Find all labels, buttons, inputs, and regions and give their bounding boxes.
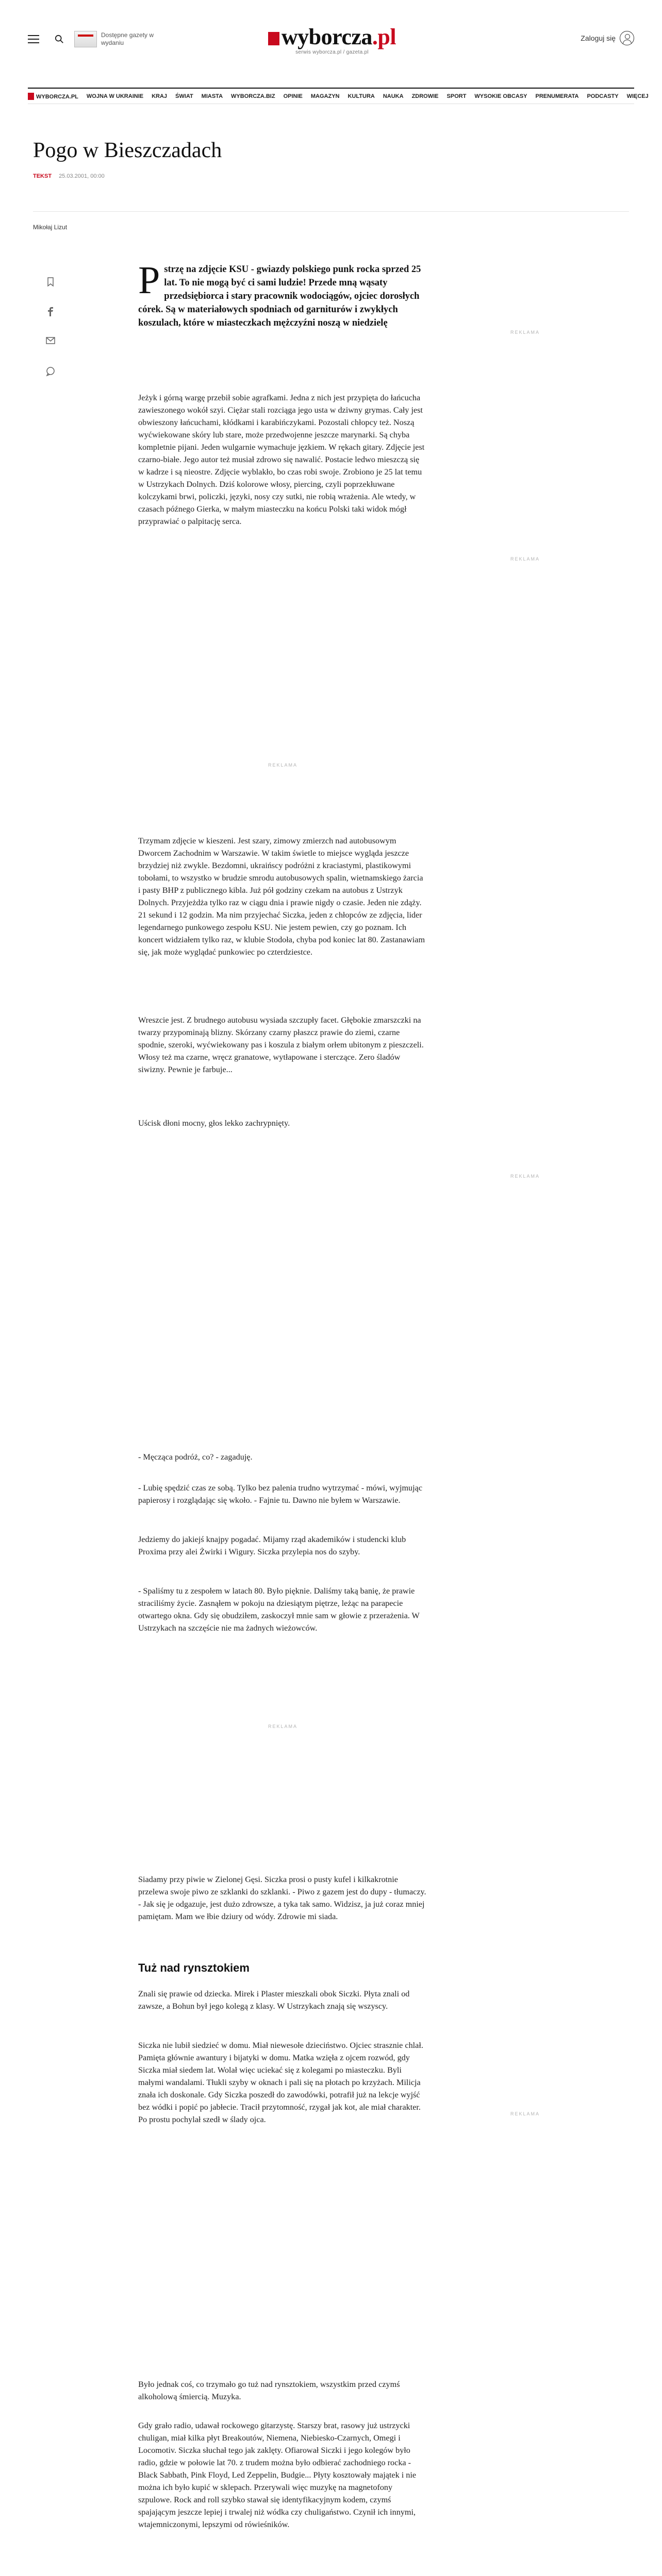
article-paragraph: Jedziemy do jakiejś knajpy pogadać. Mijamy rząd akademików i studencki klub Proxima przy alei Żwirki i Wigury. Siczka przylepia nos do szyby. [138,1535,406,1556]
share-bar [45,277,58,397]
article-subheading: Tuż nad rynsztokiem [138,1961,250,1974]
login-label: Zaloguj się [581,34,616,42]
site-logo[interactable] [255,26,409,55]
newspaper-promo[interactable] [74,31,168,47]
article-paragraph: Uścisk dłoni mocny, głos lekko zachrypnięty. [138,1118,290,1128]
menu-icon[interactable] [28,35,39,43]
article-lead [138,259,427,330]
ad-label: REKLAMA [510,2111,540,2116]
comments-icon[interactable] [45,367,56,377]
user-icon [620,31,634,45]
logo-text: wyborcza [281,24,372,49]
article-paragraph: Siczka nie lubił siedzieć w domu. Miał niewesołe dzieciństwo. Ojciec strasznie chlał. Pamięta głównie awantury i bijatyki w domu. Matka wzięła z ojcem rozwód, gdy Siczka miał siedem lat. Wolał więc uciekać się z kolegami po miasteczku. Byli małymi wandalami. Tłukli szyby w oknach i pali się na płotach po krzyżach. Milicja znała ich doskonale. Gdy Siczka poszedł do zawodówki, potrafił już na lekcje wyjść bez wódki i popić po jabłecie. Tracił przytomność, rzygał jak kot, ale miał charakter. Po prostu pochylał szedł w ślady ojca. [138,2041,423,2124]
logo-tld: .pl [372,24,396,49]
nav-item-home[interactable] [28,93,78,100]
article-date: 25.03.2001, 00:00 [59,173,105,179]
promo-text: Dostępne gazety w wydaniu [101,31,154,46]
nav-item-ukraine[interactable]: WOJNA W UKRAINIE [86,93,144,99]
login-button[interactable] [581,31,634,45]
nav-item-more[interactable]: WIĘCEJ [626,93,649,99]
article-title: Pogo w Bieszczadach [33,139,222,162]
article-paragraph: Gdy grało radio, udawał rockowego gitarzystę. Starszy brat, rasowy już ustrzycki chuligan, miał kilka płyt Breakoutów, Niemena, Niebiesko-Czarnych, Omegi i Locomotiv. Siczka słuchał tego jak zaklęty. Ofiarował Siczki i jego kolegów było radio, gdzie w połowie lat 70. z trudem można było odbierać zachodniego rocka - Black Sabbath, Pink Floyd, Led Zeppelin, Budgie... Płyty kosztowały majątek i nie można ich było kupić w sklepach. Przerywali więc muzykę na magnetofony szpulowe. Rock and roll szybko stawał się identyfikacyjnym kodem, czymś spajającym jeszcze lepiej i trwalej niż wódka czy chuligaństwo. Czynił ich innymi, wtajemniczonymi, lepszymi od rówieśników. [138,2421,417,2529]
article-meta [33,173,105,179]
article-paragraph: - Spaliśmy tu z zespołem w latach 80. Było pięknie. Daliśmy taką banię, że prawie straciliśmy życie. Zasnąłem w pokoju na dziesiątym piętrze, leżąc na parapecie otwartego okna. Gdy się obudziłem, zaskoczył mnie sam w głowie z przerażenia. W Ustrzykach na szczęście nie ma żadnych wieżowców. [138,1586,420,1633]
nav-label: WYBORCZA.PL [36,93,78,100]
article-category[interactable]: TEKST [33,173,52,179]
nav-logo-icon [28,93,34,100]
article-paragraph: Siadamy przy piwie w Zielonej Gęsi. Siczka prosi o pusty kufel i kilkakrotnie przelewa swoje piwo ze szklanki do szklanki. - Piwo z gazem jest do dupy - tłumaczy. - Jak się je odgazuje, jest dużo zdrowsze, a tyka tak samo. Widzisz, ja już coraz mniej pamiętam. Mam we łbie dziury od wódy. Zdrowie mi siada. [138,1875,426,1921]
logo-mark-icon [268,32,279,45]
nav-item-culture[interactable]: KULTURA [347,93,375,99]
nav-item-country[interactable]: KRAJ [152,93,168,99]
article-paragraph: - Męcząca podróż, co? - zagaduję. [138,1452,253,1462]
bookmark-icon[interactable] [45,277,56,287]
nav-item-biz[interactable]: WYBORCZA.BIZ [231,93,275,99]
article-paragraph: Wreszcie jest. Z brudnego autobusu wysiada szczupły facet. Głębokie zmarszczki na twarzy przypominają blizny. Skórzany czarny płaszcz prawie do ziemi, czarne spodnie, szeroki, wyćwiekowany pas i koszula z białym orłem ubitonym z pieszczeli. Włosy też ma czarne, wręcz granatowe, wytłapowane i sterczące. Zero śladów siwizny. Pewnie je farbuje... [138,1015,424,1074]
ad-label: REKLAMA [510,556,540,562]
email-icon[interactable] [45,337,56,347]
nav-item-high-heels[interactable]: WYSOKIE OBCASY [474,93,527,99]
main-nav [28,88,649,104]
facebook-icon[interactable] [45,307,56,317]
ad-label: REKLAMA [510,1174,540,1179]
search-icon[interactable] [55,35,64,44]
nav-item-science[interactable]: NAUKA [383,93,404,99]
logo-subtitle: serwis wyborcza.pl / gazeta.pl [295,49,369,55]
site-header [0,0,662,77]
article-paragraph: Było jednak coś, co trzymało go tuż nad rynsztokiem, wszystkim przed czymś alkoholową śmiercią. Muzyka. [138,2380,400,2401]
article-paragraph: Trzymam zdjęcie w kieszeni. Jest szary, zimowy zmierzch nad autobusowym Dworcem Zachodnim w Warszawie. W takim świetle to miejsce wygląda jeszcze brzydziej niż zwykle. Bezdomni, ukraińscy podróżni z kraciastymi, plastikowymi tobołami, to wszystko w brudzie smrodu autobusowych spalin, wietnamskiego żarcia i pasty BHP z publicznego kibla. Już pół godziny czekam na autobus z Ustrzyk Dolnych. Przyjeżdża tylko raz w ciągu dnia i prawie nigdy o czasie. Jeden nie zdąży. 21 sekund i 12 godzin. Ma nim przyjechać Siczka, jeden z chłopców ze zdjęcia, lider legendarnego punkowego zespołu KSU. Nie jestem pewien, czy go poznam. Ich koncert widziałem tylko raz, w klubie Stodoła, chyba pod koniec lat 80. Zastanawiam się, jak może wyglądać punkowiec po czterdziestce. [138,836,425,957]
nav-item-podcasts[interactable]: PODCASTY [587,93,619,99]
article-paragraph: - Lubię spędzić czas ze sobą. Tylko bez palenia trudno wytrzymać - mówi, wyjmując papierosy i rozglądając się wkoło. - Fajnie tu. Dawno nie byłem w Warszawie. [138,1483,422,1505]
newspaper-thumbnail [74,31,97,47]
ad-label: REKLAMA [268,762,298,768]
ad-label: REKLAMA [510,330,540,335]
nav-item-world[interactable]: ŚWIAT [175,93,193,99]
article-author[interactable]: Mikołaj Lizut [33,224,68,231]
lead-text: strzę na zdjęcie KSU - gwiazdy polskiego punk rocka sprzed 25 lat. To nie mogą być ci sami ludzie! Przede mną wąsaty przedsiębiorca i stary pracownik wodociągów, ojciec dorosłych córek. Są w materiałowych spodniach od garniturów i zwykłych koszulach, które w miasteczkach mężczyźni noszą w niedzielę [138,264,421,328]
article-paragraph: Znali się prawie od dziecka. Mirek i Plaster mieszkali obok Siczki. Płyta znali od zawsze, a Bohun był jego kolegą z klasy. W Ustrzykach znają się wszyscy. [138,1989,410,2011]
header-bar [28,24,634,55]
nav-item-sport[interactable]: SPORT [446,93,467,99]
dropcap: P [138,259,160,302]
nav-item-health[interactable]: ZDROWIE [411,93,439,99]
nav-item-subscription[interactable]: PRENUMERATA [535,93,579,99]
nav-item-cities[interactable]: MIASTA [201,93,223,99]
ad-label: REKLAMA [268,1724,298,1729]
article-paragraph: Jeżyk i górną wargę przebił sobie agrafkami. Jedna z nich jest przypięta do łańcucha zawieszonego wokół szyi. Ciężar stali rozciąga jego usta w dziwny grymas. Cały jest obwieszony łańcuchami, kłódkami i karabińczykami. Pozostali chłopcy też. Noszą wyćwiekowane skóry lub stare, może przedwojenne jeszcze marynarki. Są chyba kompletnie pijani. Jeden wulgarnie wymachuje jęzkiem. W rękach gitary. Zdjęcie jest czarno-białe. Jego autor też musiał zdrowo się nawalić. Postacie ledwo mieszczą się w kadrze i są nieostre. Zdjęcie wyblakło, bo czas robi swoje. Zrobiono je 25 lat temu w Ustrzykach Dolnych. Dziś kolorowe włosy, piercing, czyli poprzekłuwane kolczykami brwi, policzki, języki, nosy czy sutki, nie robią wrażenia. Ale wtedy, w czasach późnego Gierka, w małym miasteczku na końcu Polski taki widok mógł przyprawiać o palpitację serca. [138,393,425,526]
nav-item-magazine[interactable]: MAGAZYN [310,93,340,99]
nav-item-opinions[interactable]: OPINIE [283,93,303,99]
header-divider [33,211,629,212]
